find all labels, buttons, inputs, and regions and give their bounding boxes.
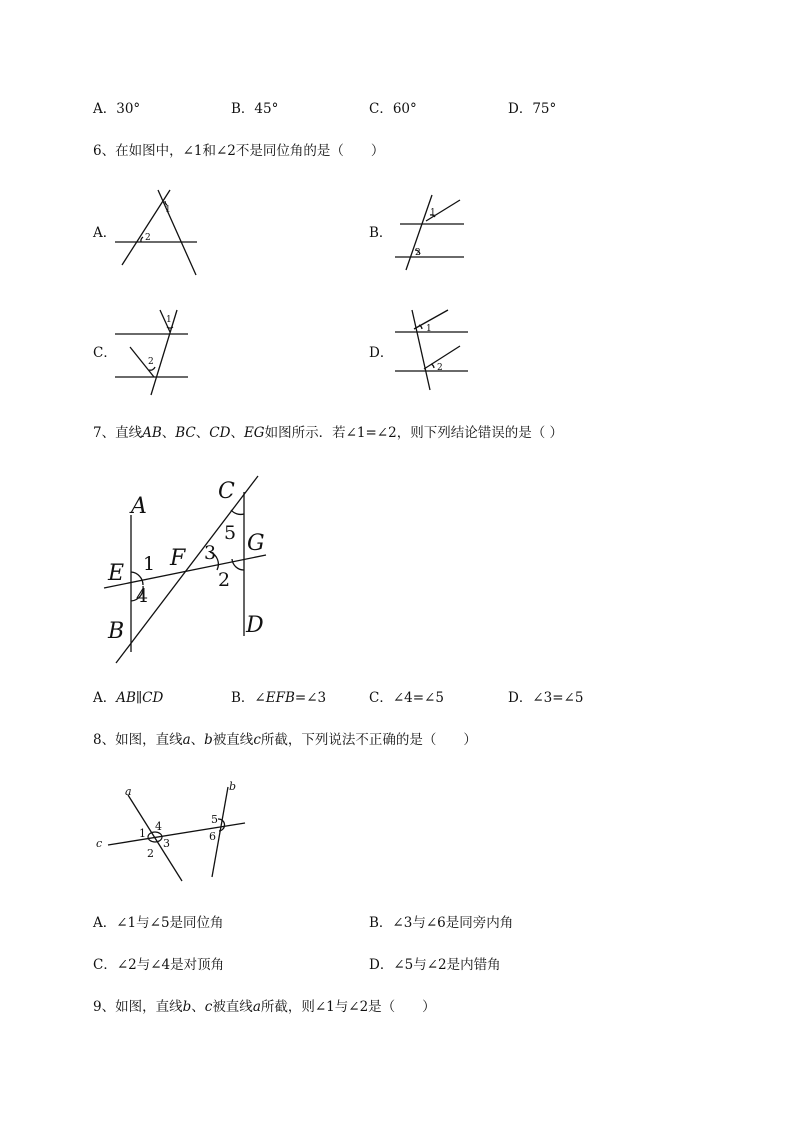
q6d-label-2: 2 (437, 363, 443, 373)
q8-option-d: D．∠5与∠2是内错角 (369, 957, 501, 973)
q6c-label-1: 1 (166, 315, 172, 325)
q6b-label-1: 1 (430, 208, 436, 218)
q7-option-b: B．∠EFB=∠3 (231, 690, 327, 706)
q5-option-a: A．30° (93, 101, 141, 117)
q6-option-a: A． (93, 225, 117, 241)
q7-label-f: F (170, 546, 186, 571)
q6a-label-2: 2 (145, 233, 151, 243)
q7-label-4: 4 (136, 585, 149, 607)
q6c-label-2: 2 (148, 357, 154, 367)
q7-label-1: 1 (143, 553, 156, 575)
q6a-label-1: 1 (165, 205, 171, 215)
q6d-label-1: 1 (426, 324, 432, 334)
q7-stem: 7、直线AB、BC、CD、EG如图所示．若∠1=∠2，则下列结论错误的是（ ） (93, 425, 563, 441)
q8-label-a: a (125, 785, 132, 798)
q7-figure (100, 470, 280, 670)
q5-option-d: D．75° (508, 101, 557, 117)
q6-option-d: D． (369, 345, 394, 361)
q9-stem: 9、如图，直线b、c被直线a所截，则∠1与∠2是（ ） (93, 999, 436, 1015)
q6-figure-d (390, 305, 480, 395)
q6-option-b: B． (369, 225, 393, 241)
q8-stem: 8、如图，直线a、b被直线c所截，下列说法不正确的是（ ） (93, 732, 477, 748)
q6b-label-2: 2 (415, 248, 421, 258)
q8-option-c: C．∠2与∠4是对顶角 (93, 957, 225, 973)
q7-option-c: C．∠4=∠5 (369, 690, 444, 706)
q7-label-d: D (246, 613, 264, 638)
q8-option-a: A．∠1与∠5是同位角 (93, 915, 224, 931)
q6-figure-a (110, 185, 210, 280)
q7-option-a: A．AB∥CD (93, 690, 164, 706)
q8-label-6: 6 (209, 830, 216, 843)
q8-label-1: 1 (139, 827, 146, 840)
q8-label-2: 2 (147, 847, 154, 860)
q7-label-a: A (131, 494, 147, 519)
q6-option-c: C． (93, 345, 117, 361)
q8-label-3: 3 (163, 837, 170, 850)
q6-figure-c (110, 305, 200, 400)
q7-label-5: 5 (224, 522, 237, 544)
q5-option-c: C．60° (369, 101, 417, 117)
q7-label-2: 2 (218, 569, 231, 591)
q6-figure-b (390, 190, 480, 275)
q7-label-3: 3 (204, 542, 217, 564)
q7-label-g: G (247, 531, 265, 556)
q8-label-b: b (229, 780, 237, 793)
q7-label-c: C (218, 479, 235, 504)
q8-label-c: c (96, 837, 103, 850)
q8-figure (90, 775, 250, 885)
q8-label-5: 5 (211, 813, 218, 826)
q8-option-b: B．∠3与∠6是同旁内角 (369, 915, 514, 931)
q7-label-e: E (108, 561, 125, 586)
q8-label-4: 4 (155, 820, 162, 833)
q6-stem: 6、在如图中，∠1和∠2不是同位角的是（ ） (93, 143, 385, 159)
q7-label-b: B (108, 619, 125, 644)
q7-option-d: D．∠3=∠5 (508, 690, 584, 706)
q5-option-b: B．45° (231, 101, 279, 117)
